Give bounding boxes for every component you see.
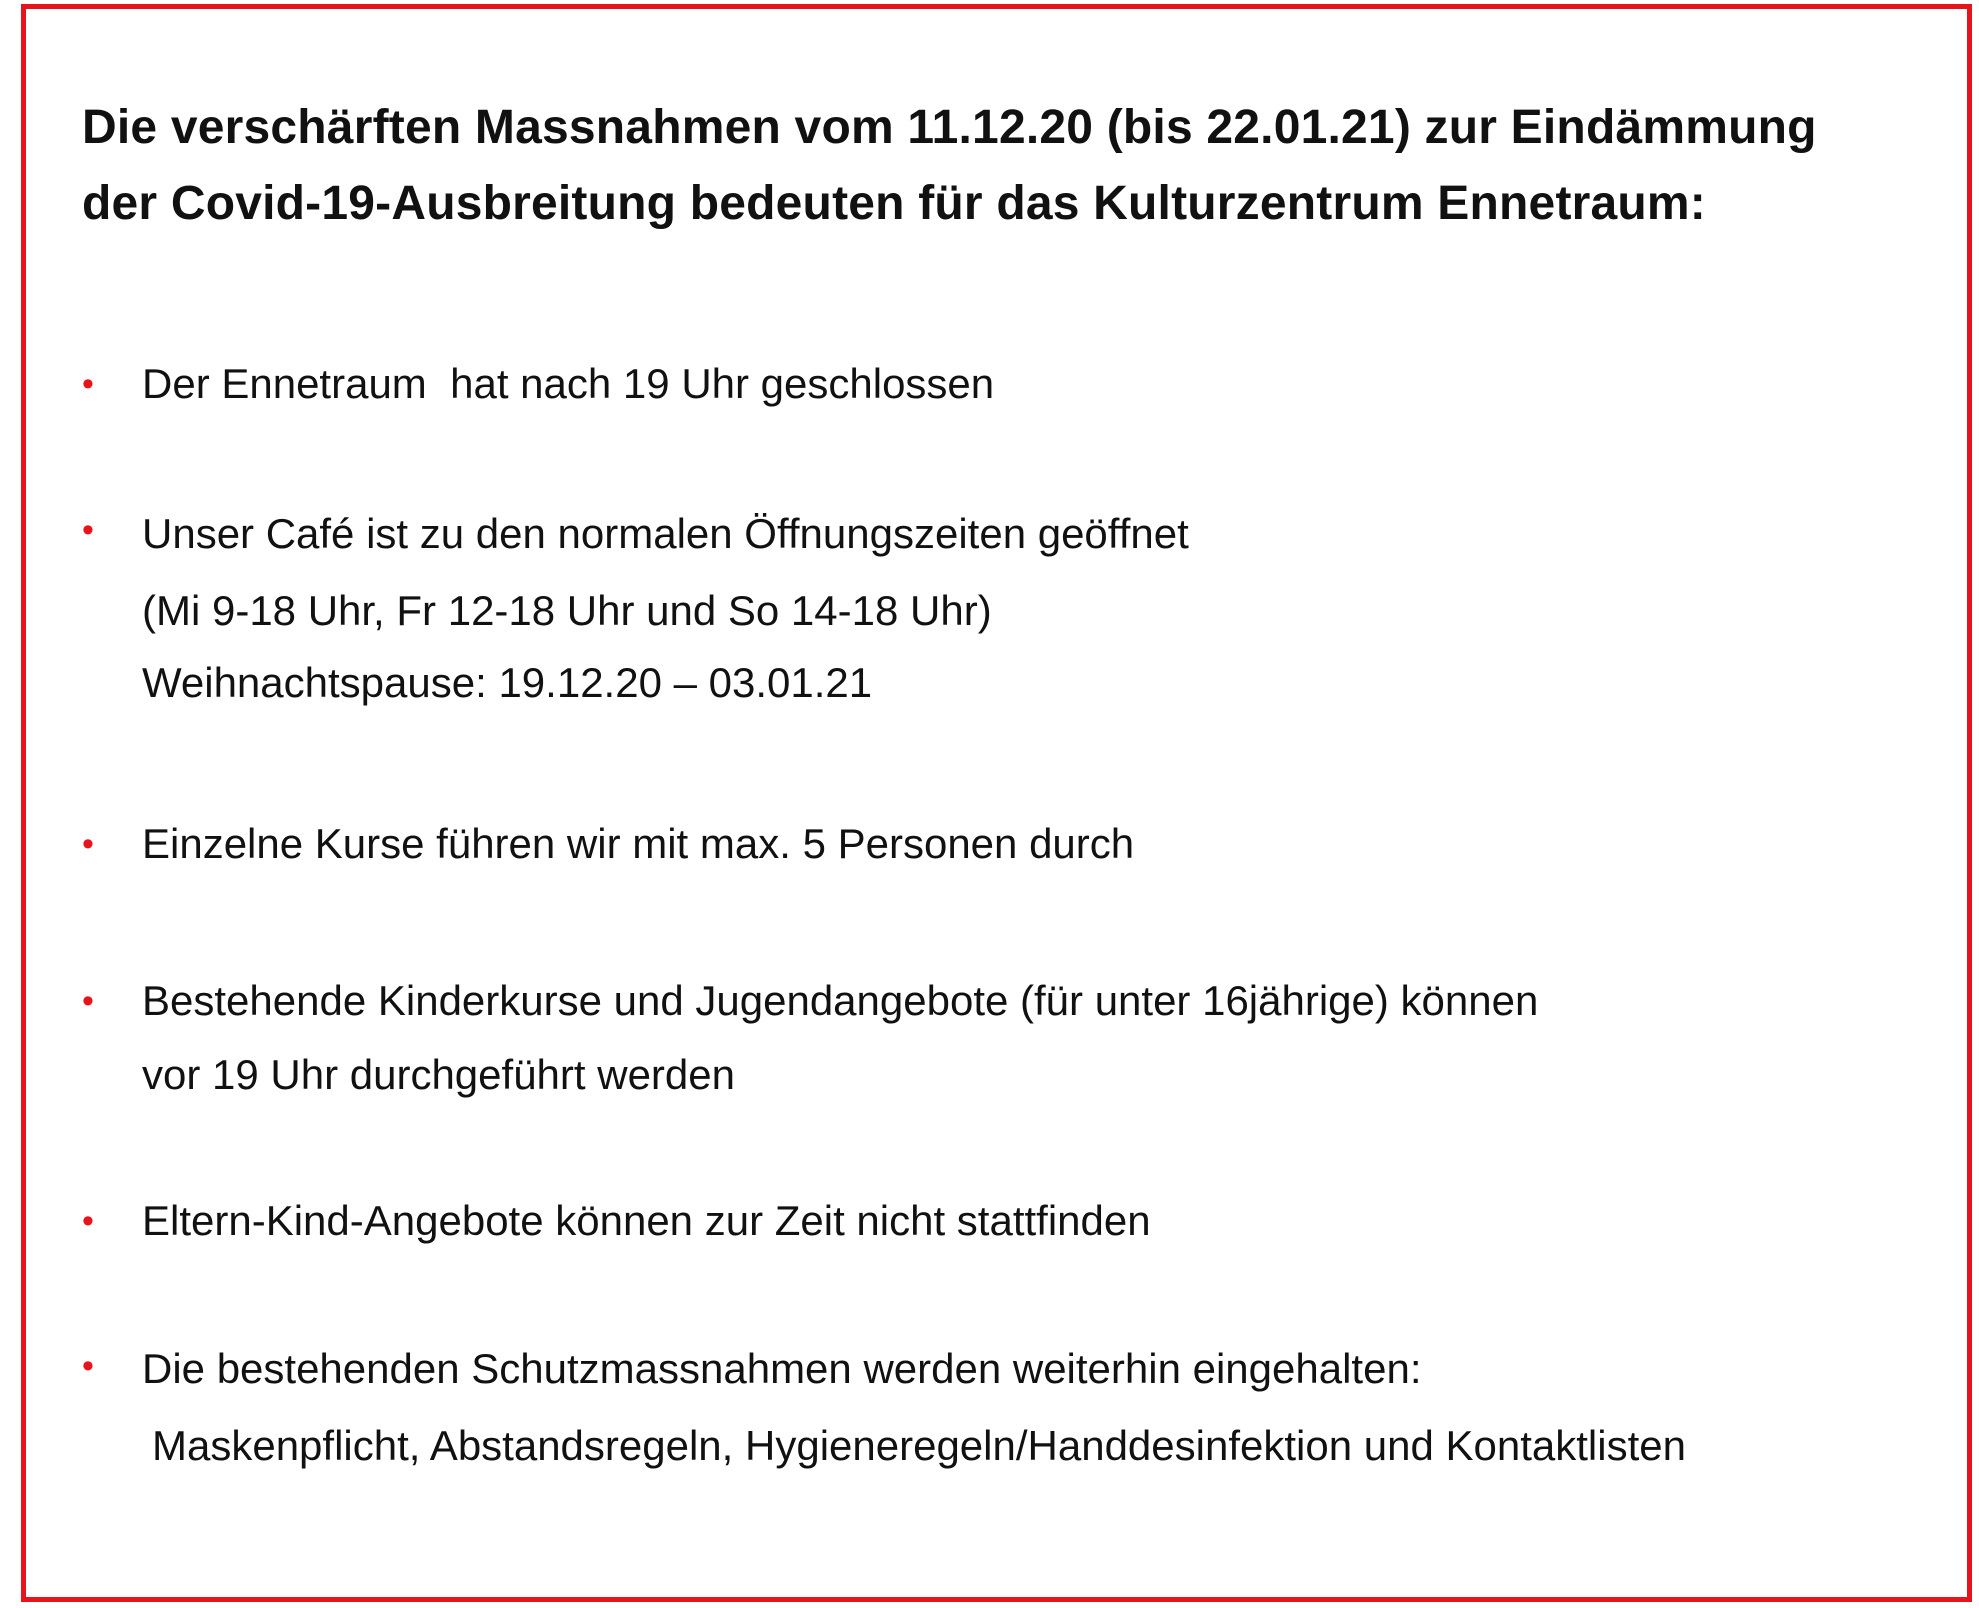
list-item-text: Der Ennetraum hat nach 19 Uhr geschlossen: [142, 360, 995, 407]
heading-line-2: der Covid-19-Ausbreitung bedeuten für das Kulturzentrum Ennetraum:: [82, 177, 1706, 230]
bullet-icon: •: [82, 1347, 94, 1385]
list-item-text: vor 19 Uhr durchgeführt werden: [142, 1051, 735, 1098]
list-item-courses: [82, 807, 1942, 881]
list-item-text: Unser Café ist zu den normalen Öffnungszeiten geöffnet: [142, 510, 1189, 557]
notice-heading: [82, 90, 1962, 242]
bullet-icon: •: [82, 825, 94, 863]
bullet-icon: •: [82, 1202, 94, 1240]
list-item-closing-time: [82, 347, 1942, 421]
list-item-text: Maskenpflicht, Abstandsregeln, Hygieneregeln/Handdesinfektion und Kontaktlisten: [152, 1422, 1686, 1469]
list-item-text: (Mi 9-18 Uhr, Fr 12-18 Uhr und So 14-18 Uhr): [142, 587, 992, 634]
heading-line-1: Die verschärften Massnahmen vom 11.12.20 (bis 22.01.21) zur Eindämmung: [82, 101, 1817, 154]
list-item-parent-child: [82, 1184, 1942, 1258]
bullet-icon: •: [82, 511, 94, 549]
list-item-text: Einzelne Kurse führen wir mit max. 5 Personen durch: [142, 820, 1135, 867]
list-item-protection-measures: [82, 1329, 1942, 1483]
bullet-icon: •: [82, 982, 94, 1020]
list-item-youth-offers: [82, 964, 1942, 1112]
list-item-text: Bestehende Kinderkurse und Jugendangebote (für unter 16jährige) können: [142, 977, 1539, 1024]
bullet-icon: •: [82, 365, 94, 403]
list-item-text: Eltern-Kind-Angebote können zur Zeit nicht stattfinden: [142, 1197, 1151, 1244]
list-item-text: Die bestehenden Schutzmassnahmen werden weiterhin eingehalten:: [142, 1345, 1422, 1392]
list-item-text: Weihnachtspause: 19.12.20 – 03.01.21: [142, 659, 873, 706]
list-item-cafe: [82, 493, 1942, 719]
